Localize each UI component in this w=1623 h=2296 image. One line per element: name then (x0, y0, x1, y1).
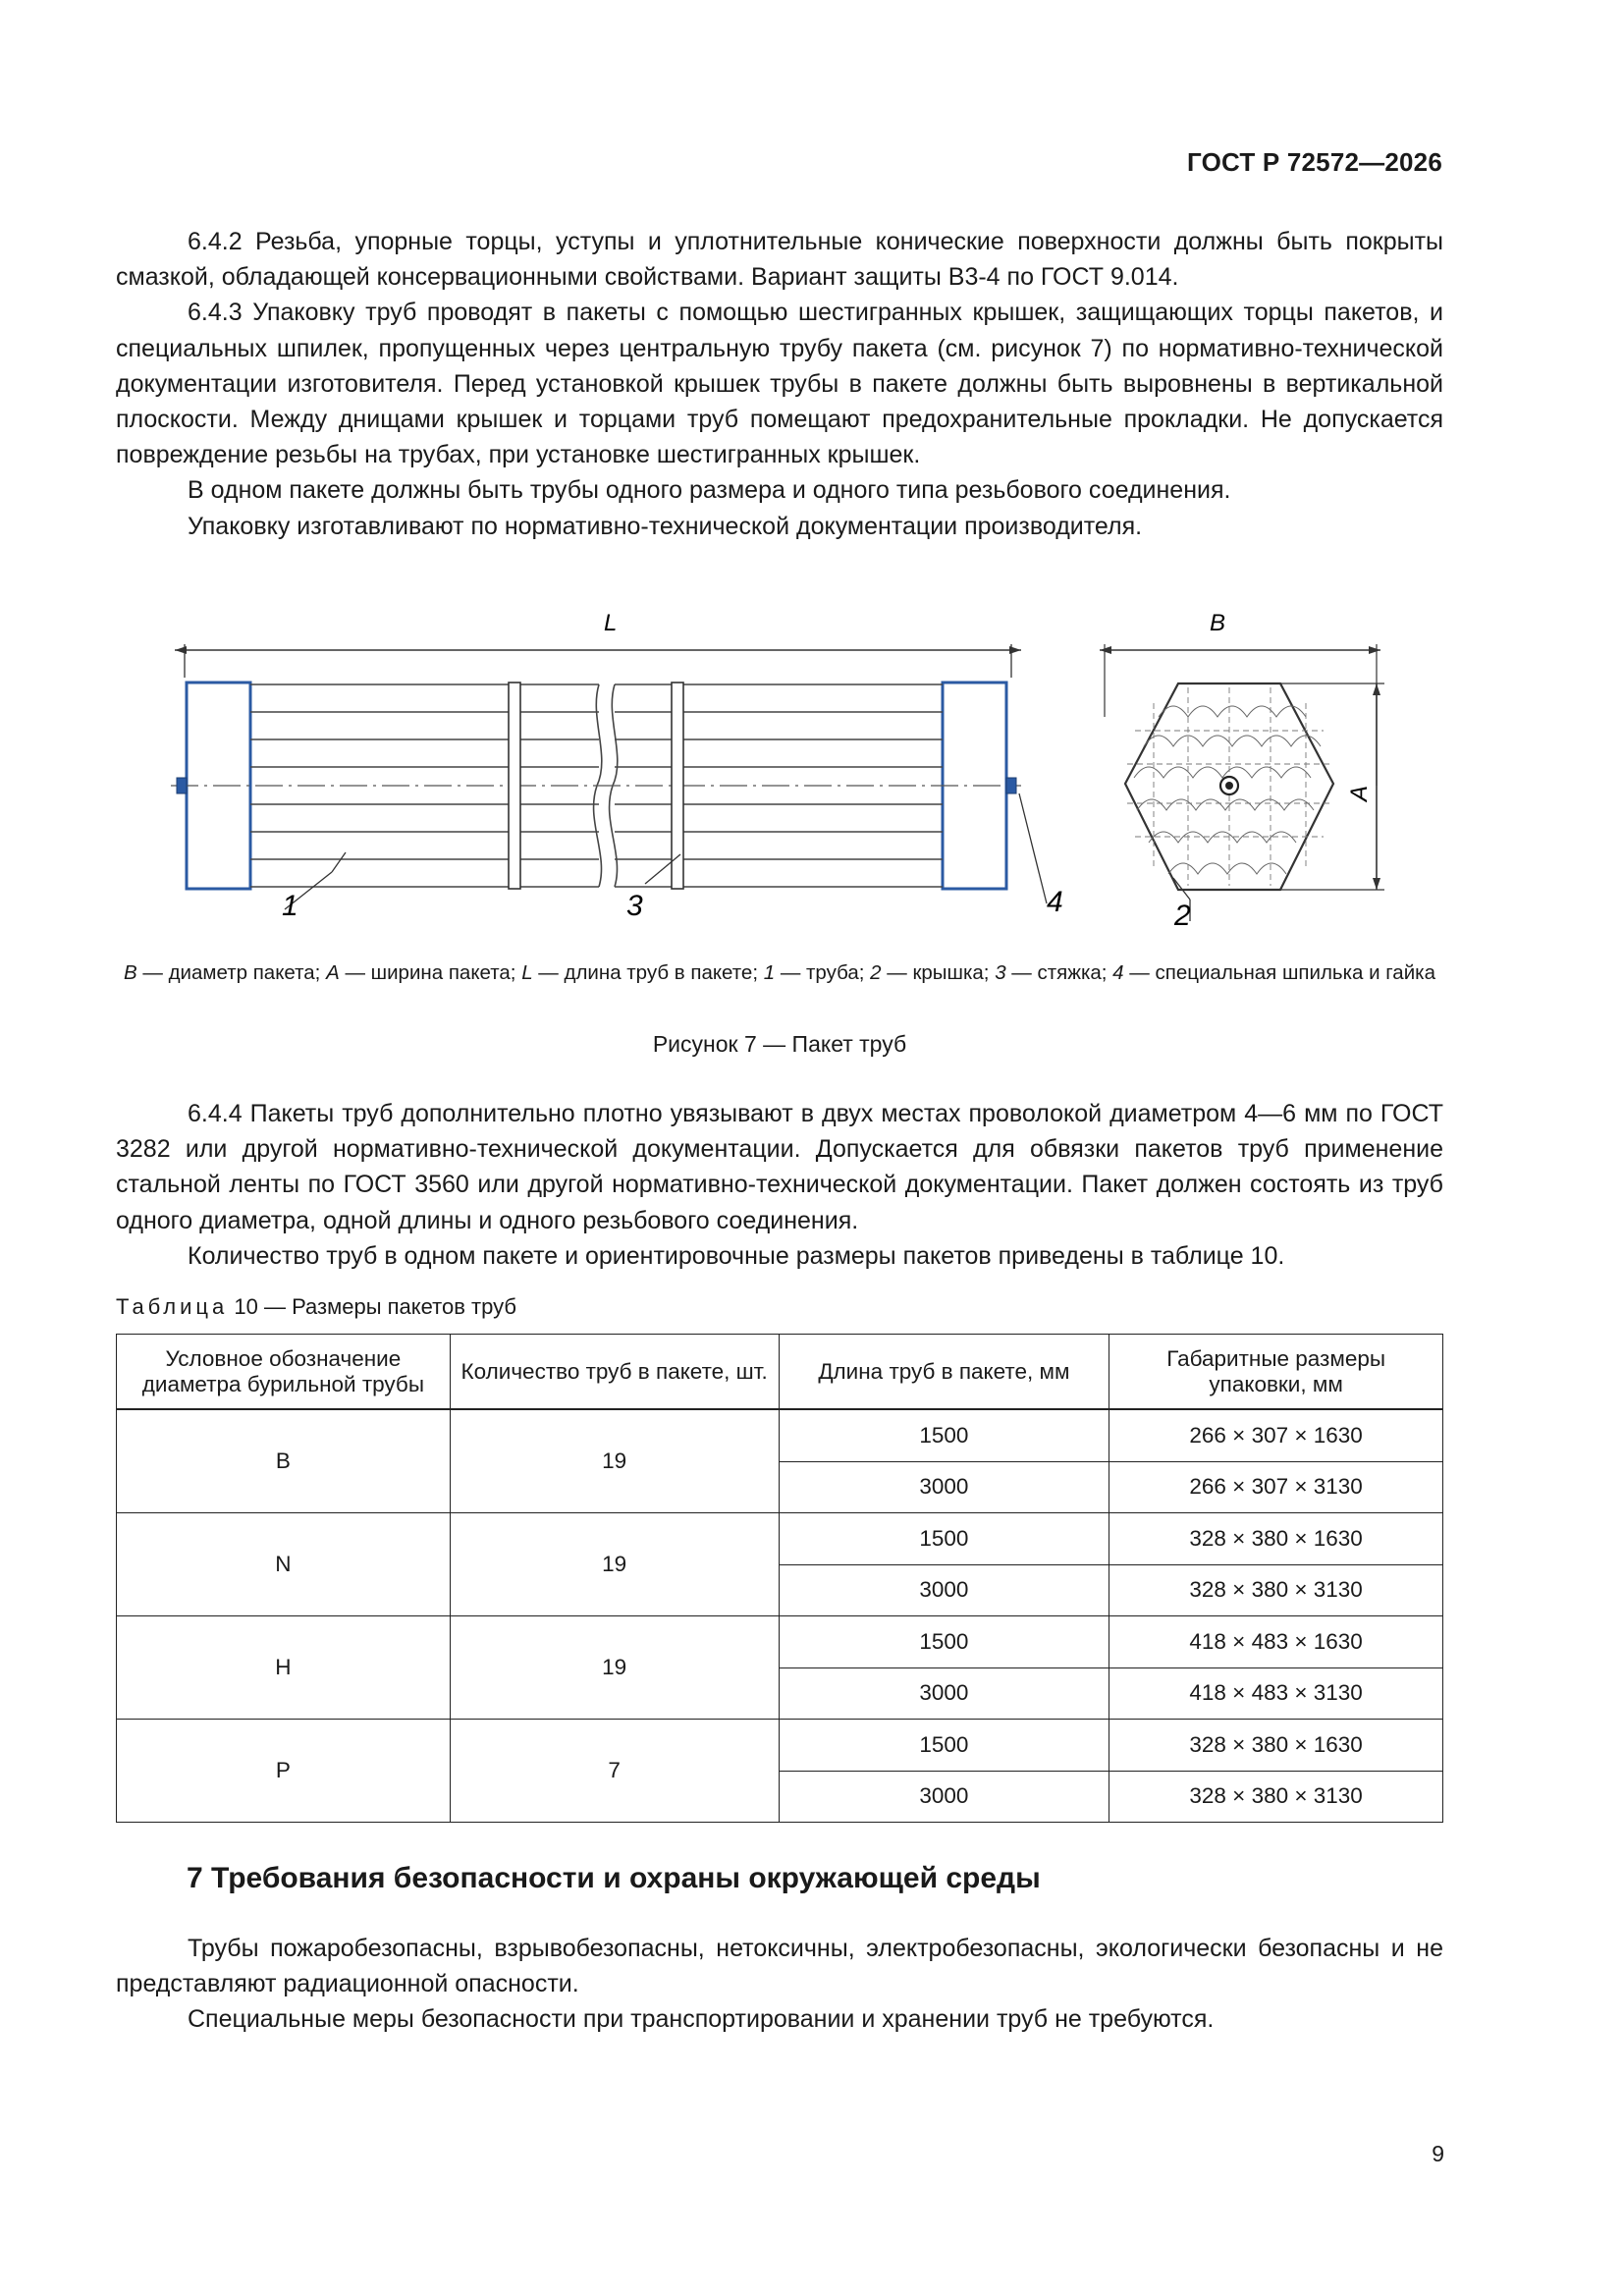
legend-text: — ширина пакета; (339, 961, 522, 984)
paragraph: 6.4.2 Резьба, упорные торцы, уступы и уплотнительные конические поверхности должны быть покрыты смазкой, обладающей консервационными свойствами. Вариант защиты В3-4 по ГОСТ 9.014. (116, 228, 1443, 292)
size-cell: 266 × 307 × 1630 (1109, 1409, 1443, 1461)
designation-cell: N (117, 1513, 451, 1616)
table-row (117, 1616, 1443, 1668)
arrow-icon (1100, 646, 1111, 654)
figure-title: Рисунок 7 — Пакет труб (652, 1031, 907, 1057)
paragraph: Количество труб в одном пакете и ориентировочные размеры пакетов приведены в таблице 10. (188, 1241, 1285, 1270)
legend-text: — стяжка; (1005, 961, 1113, 984)
column-header: Количество труб в пакете, шт. (450, 1335, 779, 1410)
callout-2: 2 (1174, 900, 1191, 932)
nut-icon (1006, 778, 1016, 793)
section-6-4-text (116, 224, 1443, 544)
strap (672, 683, 683, 889)
strap (509, 683, 520, 889)
size-cell: 418 × 483 × 3130 (1109, 1667, 1443, 1720)
arrow-icon (1373, 683, 1380, 695)
legend-symbol: A (326, 961, 340, 984)
legend-text: — длина труб в пакете; (532, 961, 764, 984)
paragraph: 6.4.3 Упаковку труб проводят в пакеты с помощью шестигранных крышек, защищающих торцы пакетов, и специальных шпилек, пропущенных через центральную трубу пакета (см. рисунок 7) по нормативно-технической документации изготовителя. Перед установкой крышек трубы в пакете должны быть выровнены в вертикальной плоскости. Между днищами крышек и торцами труб помещают предохранительные прокладки. Не допускается повреждение резьбы на трубах, при установке шестигранных крышек. (116, 299, 1443, 469)
count-cell: 7 (450, 1720, 779, 1823)
size-cell: 266 × 307 × 3130 (1109, 1461, 1443, 1513)
legend-text: — труба; (775, 961, 871, 984)
legend-symbol: L (521, 961, 533, 984)
package-size-table (116, 1334, 1443, 1823)
legend-text: — специальная шпилька и гайка (1123, 961, 1435, 984)
count-cell: 19 (450, 1513, 779, 1616)
callout-4: 4 (1047, 886, 1063, 918)
length-cell: 3000 (779, 1771, 1109, 1823)
length-cell: 3000 (779, 1564, 1109, 1616)
column-header: Габаритные размеры упаковки, мм (1109, 1335, 1443, 1410)
nut-icon (177, 778, 187, 793)
arrow-icon (1373, 878, 1380, 890)
size-cell: 328 × 380 × 1630 (1109, 1720, 1443, 1772)
designation-cell: P (117, 1720, 451, 1823)
legend-symbol: B (124, 961, 137, 984)
page-number: 9 (1432, 2141, 1444, 2166)
table-header-row (117, 1335, 1443, 1410)
legend-symbol: 4 (1112, 961, 1124, 984)
length-cell: 3000 (779, 1667, 1109, 1720)
count-cell: 19 (450, 1616, 779, 1720)
column-header: Условное обозначение диаметра бурильной трубы (117, 1335, 451, 1410)
section-7-text (116, 1931, 1443, 2038)
paragraph: 6.4.4 Пакеты труб дополнительно плотно увязывают в двух местах проволокой диаметром 4—6 мм по ГОСТ 3282 или другой нормативно-технической документации. Допускается для обвязки пакетов труб применение стальной ленты по ГОСТ 3560 или другой нормативно-технической документации. Пакет должен состоять из труб одного диаметра, одной длины и одного резьбового соединения. (116, 1100, 1443, 1234)
legend-symbol: 3 (995, 961, 1006, 984)
table-caption-title: 10 — Размеры пакетов труб (228, 1294, 516, 1319)
paragraph: Упаковку изготавливают по нормативно-технической документации производителя. (188, 512, 1143, 540)
arrow-icon (1369, 646, 1380, 654)
paragraph: Трубы пожаробезопасны, взрывобезопасны, нетоксичны, электробезопасны, экологически безопасны и не представляют радиационной опасности. (116, 1935, 1443, 1998)
pipe-package-figure (157, 609, 1414, 943)
legend-symbol: 2 (870, 961, 882, 984)
section-6-4-4-text (116, 1096, 1443, 1274)
table-row (117, 1513, 1443, 1565)
document-code-header: ГОСТ Р 72572—2026 (1187, 147, 1442, 177)
legend-symbol: 1 (763, 961, 776, 984)
size-cell: 328 × 380 × 3130 (1109, 1771, 1443, 1823)
table-row (117, 1409, 1443, 1461)
designation-cell: B (117, 1409, 451, 1513)
callout-3: 3 (626, 890, 643, 922)
size-cell: 328 × 380 × 3130 (1109, 1564, 1443, 1616)
dimension-label-B: B (1210, 610, 1226, 636)
dimension-label-L: L (604, 610, 618, 636)
legend-text: — диаметр пакета; (136, 961, 327, 984)
paragraph: Специальные меры безопасности при транспортировании и хранении труб не требуются. (188, 2005, 1215, 2034)
length-cell: 3000 (779, 1461, 1109, 1513)
table-caption-word: Таблица (116, 1294, 229, 1319)
length-cell: 1500 (779, 1720, 1109, 1772)
section-7-heading: 7 Требования безопасности и охраны окружающей среды (187, 1862, 1041, 1894)
length-cell: 1500 (779, 1616, 1109, 1668)
paragraph: В одном пакете должны быть трубы одного размера и одного типа резьбового соединения. (188, 476, 1231, 505)
count-cell: 19 (450, 1409, 779, 1513)
length-cell: 1500 (779, 1513, 1109, 1565)
column-header: Длина труб в пакете, мм (779, 1335, 1109, 1410)
legend-text: — крышка; (881, 961, 996, 984)
length-cell: 1500 (779, 1409, 1109, 1461)
designation-cell: H (117, 1616, 451, 1720)
dimension-label-A: A (1346, 785, 1373, 801)
figure-legend (116, 958, 1443, 987)
size-cell: 328 × 380 × 1630 (1109, 1513, 1443, 1565)
table-caption (116, 1294, 516, 1320)
callout-1: 1 (282, 890, 298, 922)
size-cell: 418 × 483 × 1630 (1109, 1616, 1443, 1668)
table-row (117, 1720, 1443, 1772)
